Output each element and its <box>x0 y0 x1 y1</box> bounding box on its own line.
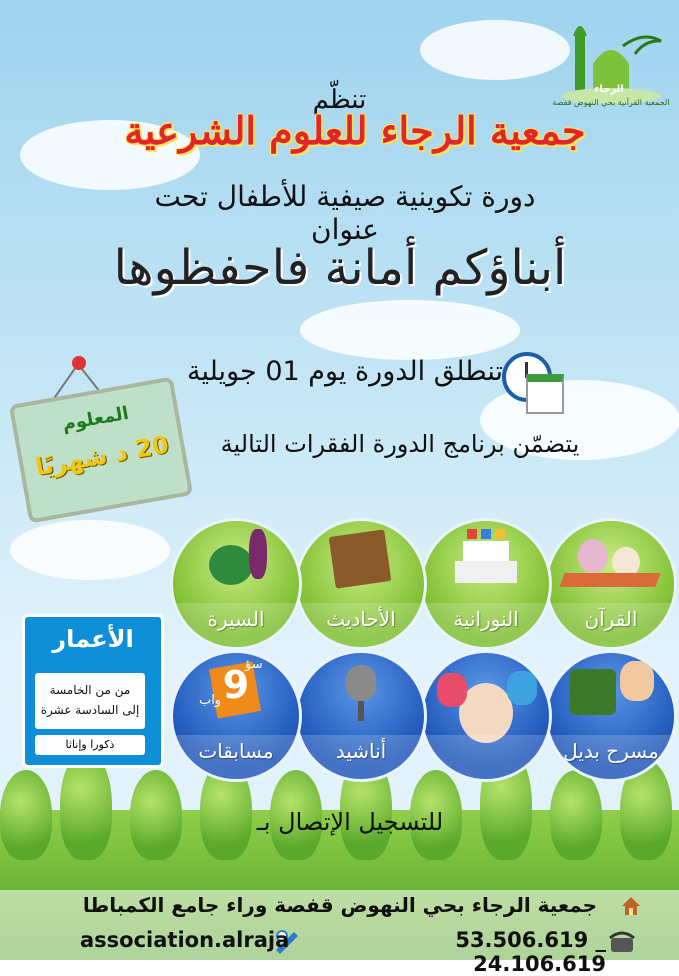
association-title: جمعية الرجاء للعلوم الشرعية <box>124 108 586 153</box>
activity-quran <box>545 518 677 650</box>
activity-label: أناشيد <box>335 739 387 763</box>
cloud <box>10 520 170 580</box>
fee-value: 20 د شهريًا <box>33 430 171 482</box>
tree <box>550 770 602 860</box>
activity-theatre <box>545 650 677 782</box>
activity-label: النورانية <box>453 607 519 631</box>
activity-label: القرآن <box>584 607 638 631</box>
phone-icon <box>608 930 636 954</box>
age-title: الأعمار <box>52 625 134 653</box>
course-subtitle: دورة تكوينية صيفية للأطفال تحت عنوان <box>154 180 536 246</box>
activity-label: مسرح بديل <box>563 739 659 763</box>
activity-seerah <box>170 518 302 650</box>
logo-caption: الجمعية القرآنية بحي النهوض قفصة <box>552 98 670 107</box>
activity-label: السيرة <box>207 607 265 631</box>
activity-hadith <box>295 518 427 650</box>
slogan-title: أبناؤكم أمانة فاحفظوها <box>113 240 567 296</box>
register-text: للتسجيل الإتصال بـ <box>256 808 444 836</box>
activity-anasheed <box>295 650 427 782</box>
pin-icon <box>72 356 86 370</box>
house-icon <box>620 895 642 917</box>
activity-contests <box>170 650 302 782</box>
organizes-text: تنظّم <box>312 85 367 115</box>
activity-nouraniya <box>420 518 552 650</box>
age-to: إلى السادسة عشرة <box>40 703 140 717</box>
facebook-handle: association.alraja <box>80 928 290 952</box>
activity-label: مسابقات <box>198 739 274 763</box>
fee-label: المعلوم <box>60 402 131 436</box>
quiz-badge-top: سؤ <box>245 657 263 672</box>
address-text: جمعية الرجاء بحي النهوض قفصة وراء جامع الكمباطا <box>82 893 598 917</box>
calendar-icon <box>526 374 564 414</box>
phone-numbers: 53.506.619 _ 24.106.619 <box>455 928 606 976</box>
quiz-badge-bottom: واب <box>199 693 222 708</box>
cloud <box>420 20 570 80</box>
logo-name: الرجاء <box>594 84 624 95</box>
activity-drawing <box>420 650 552 782</box>
start-date-text: تنطلق الدورة يوم 01 جويلية <box>187 356 503 387</box>
program-text: يتضمّن برنامج الدورة الفقرات التالية <box>220 430 580 458</box>
age-box <box>22 614 164 768</box>
tree <box>130 770 182 860</box>
activity-label: الأحاديث <box>326 607 396 631</box>
quiz-badge-digit: 9 <box>222 663 250 707</box>
age-gender: ذكورا وإناثا <box>35 735 145 755</box>
age-range <box>35 673 145 729</box>
tree <box>0 770 52 860</box>
cloud <box>300 300 520 360</box>
age-from: من من الخامسة <box>49 683 131 697</box>
